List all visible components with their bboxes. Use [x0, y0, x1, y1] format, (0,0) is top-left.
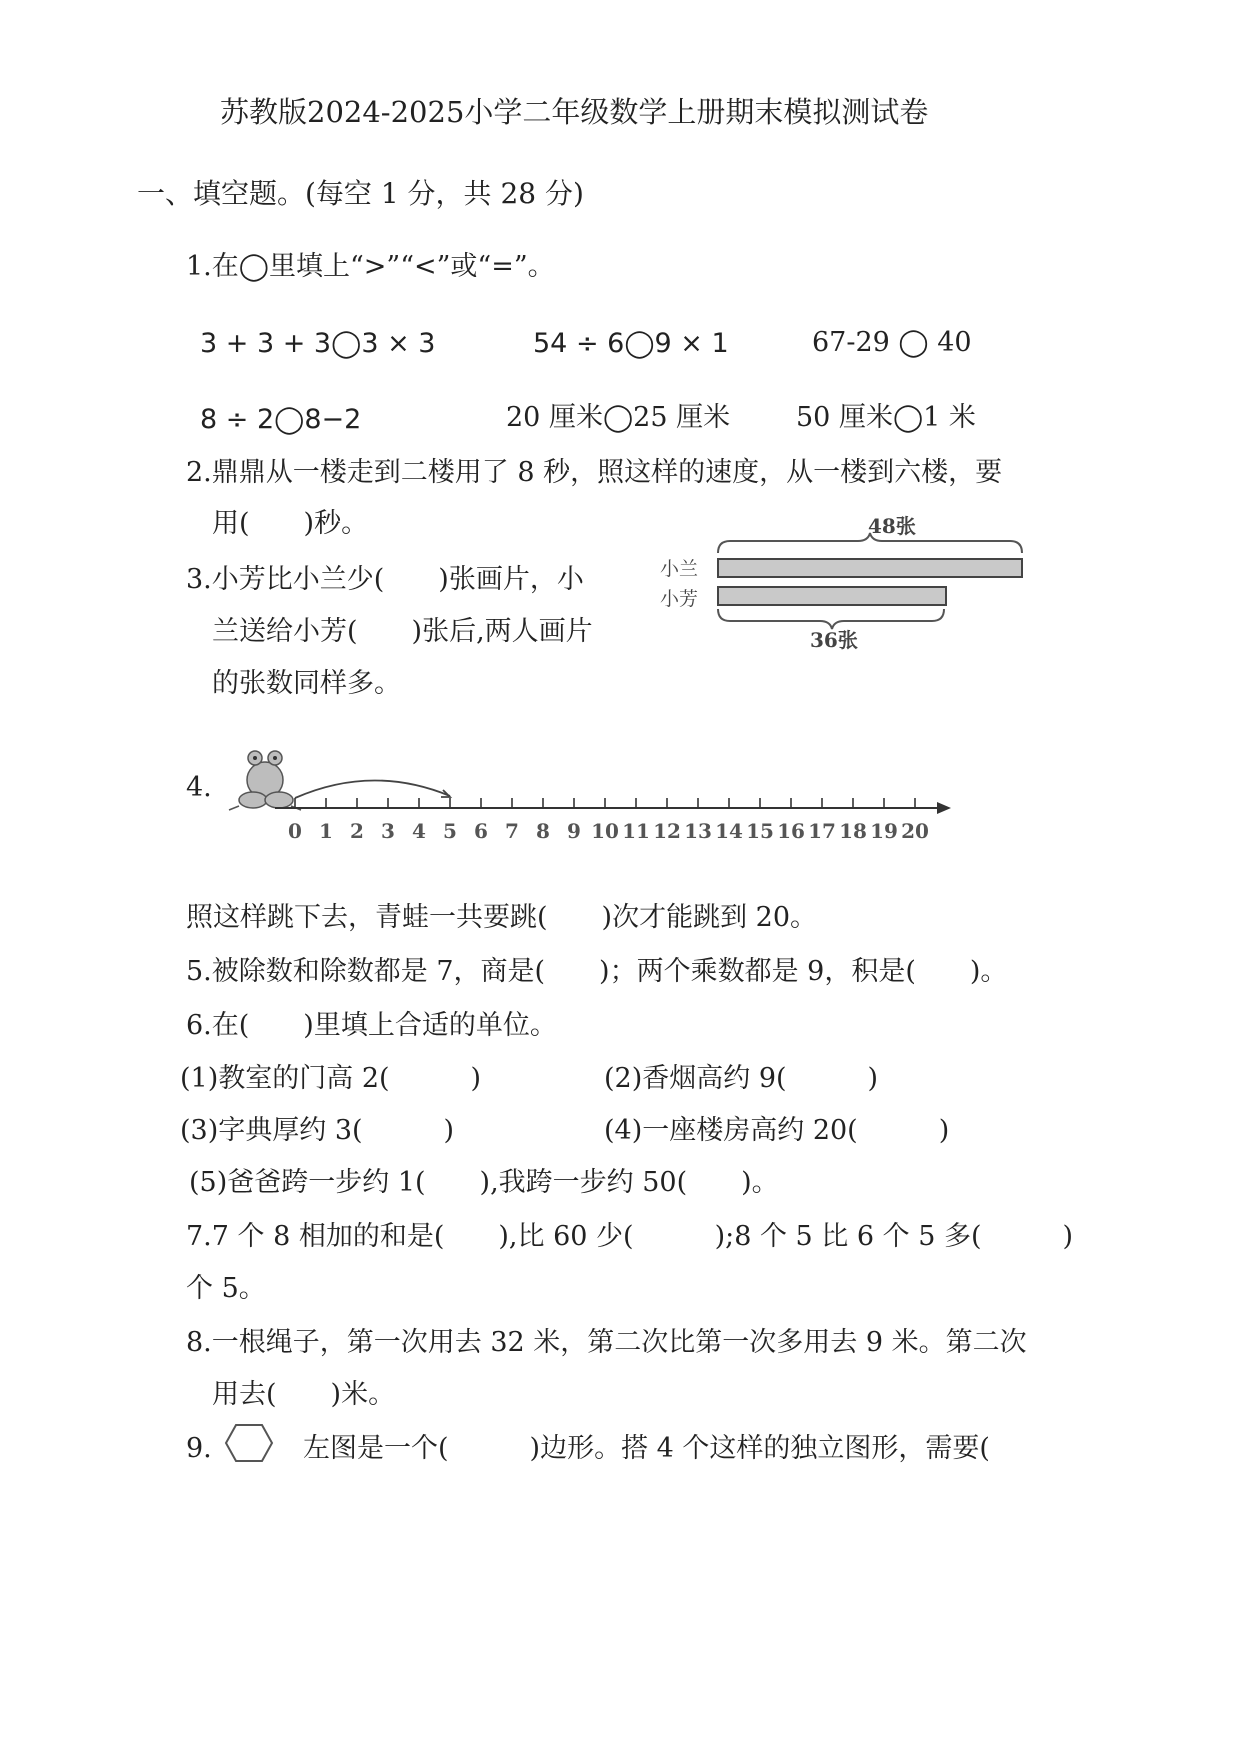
number-line-label: 10	[591, 819, 619, 843]
q6-item1: (1)教室的门高 2( )	[180, 1063, 482, 1094]
total-b-label: 36张	[810, 628, 858, 652]
number-line-label: 12	[653, 819, 681, 843]
q1-item: 8 ÷ 2◯8−2	[200, 404, 362, 435]
bar-a	[718, 559, 1022, 577]
number-line-label: 14	[715, 819, 743, 843]
section-heading: 一、填空题。(每空 1 分，共 28 分)	[137, 177, 584, 210]
q2-line2: 用( )秒。	[212, 508, 369, 539]
q1-item: 3 + 3 + 3◯3 × 3	[200, 328, 436, 359]
number-line-label: 20	[901, 819, 929, 843]
number-line-label: 11	[622, 819, 650, 843]
q1-prompt: 1.在◯里填上“>”“<”或“=”。	[186, 251, 555, 282]
q1-item: 20 厘米◯25 厘米	[506, 402, 731, 433]
number-line-label: 7	[505, 819, 519, 843]
q4-text: 照这样跳下去，青蛙一共要跳( )次才能跳到 20。	[186, 902, 818, 933]
q7-line1: 7.7 个 8 相加的和是( ),比 60 少( );8 个 5 比 6 个 5 多( )	[186, 1221, 1074, 1252]
number-line-label: 16	[777, 819, 805, 843]
number-line-label: 5	[443, 819, 457, 843]
number-line-label: 18	[839, 819, 867, 843]
q6-prompt: 6.在( )里填上合适的单位。	[186, 1010, 557, 1041]
q3-line3: 的张数同样多。	[212, 668, 401, 699]
number-line-label: 1	[319, 819, 333, 843]
frog-number-line	[225, 740, 960, 855]
q6-item3: (3)字典厚约 3( )	[180, 1115, 455, 1146]
q3-line1: 3.小芳比小兰少( )张画片，小	[186, 564, 584, 595]
q5-text: 5.被除数和除数都是 7，商是( )；两个乘数都是 9，积是( )。	[186, 956, 1008, 987]
number-line-label: 3	[381, 819, 395, 843]
bar-comparison-diagram	[650, 505, 1040, 665]
q8-line1: 8.一根绳子，第一次用去 32 米，第二次比第一次多用去 9 米。第二次	[186, 1327, 1027, 1358]
hexagon-icon	[224, 1422, 274, 1464]
label-b: 小芳	[660, 588, 699, 610]
page-title: 苏教版2024-2025小学二年级数学上册期末模拟测试卷	[220, 95, 929, 129]
number-line-label: 2	[350, 819, 364, 843]
q2-line1: 2.鼎鼎从一楼走到二楼用了 8 秒，照这样的速度，从一楼到六楼，要	[186, 457, 1003, 488]
number-line-label: 4	[412, 819, 426, 843]
number-line-label: 13	[684, 819, 712, 843]
number-line-label: 6	[474, 819, 488, 843]
number-line-label: 19	[870, 819, 898, 843]
q8-line2: 用去( )米。	[212, 1379, 396, 1410]
q1-item: 54 ÷ 6◯9 × 1	[533, 328, 729, 359]
q6-item5: (5)爸爸跨一步约 1( ),我跨一步约 50( )。	[189, 1167, 779, 1198]
q4-number: 4.	[186, 772, 212, 803]
number-line-label: 9	[567, 819, 581, 843]
q9-number: 9.	[186, 1433, 212, 1464]
number-line-label: 8	[536, 819, 550, 843]
label-a: 小兰	[660, 558, 699, 580]
number-line-label: 0	[288, 819, 302, 843]
q1-item: 50 厘米◯1 米	[796, 402, 976, 433]
q1-item: 67-29 ◯ 40	[812, 327, 972, 358]
brace-bottom	[718, 609, 944, 629]
q3-line2: 兰送给小芳( )张后,两人画片	[212, 616, 593, 647]
q6-item2: (2)香烟高约 9( )	[604, 1063, 879, 1094]
number-line-label: 17	[808, 819, 836, 843]
q6-item4: (4)一座楼房高约 20( )	[604, 1115, 950, 1146]
number-line-label: 15	[746, 819, 774, 843]
total-a-label: 48张	[868, 514, 916, 538]
frog-icon	[229, 751, 301, 810]
axis-arrow	[937, 802, 951, 814]
q9-text: 左图是一个( )边形。搭 4 个这样的独立图形，需要(	[303, 1433, 990, 1464]
q7-line2: 个 5。	[186, 1273, 266, 1304]
jump-arc	[295, 780, 450, 798]
bar-b	[718, 587, 946, 605]
